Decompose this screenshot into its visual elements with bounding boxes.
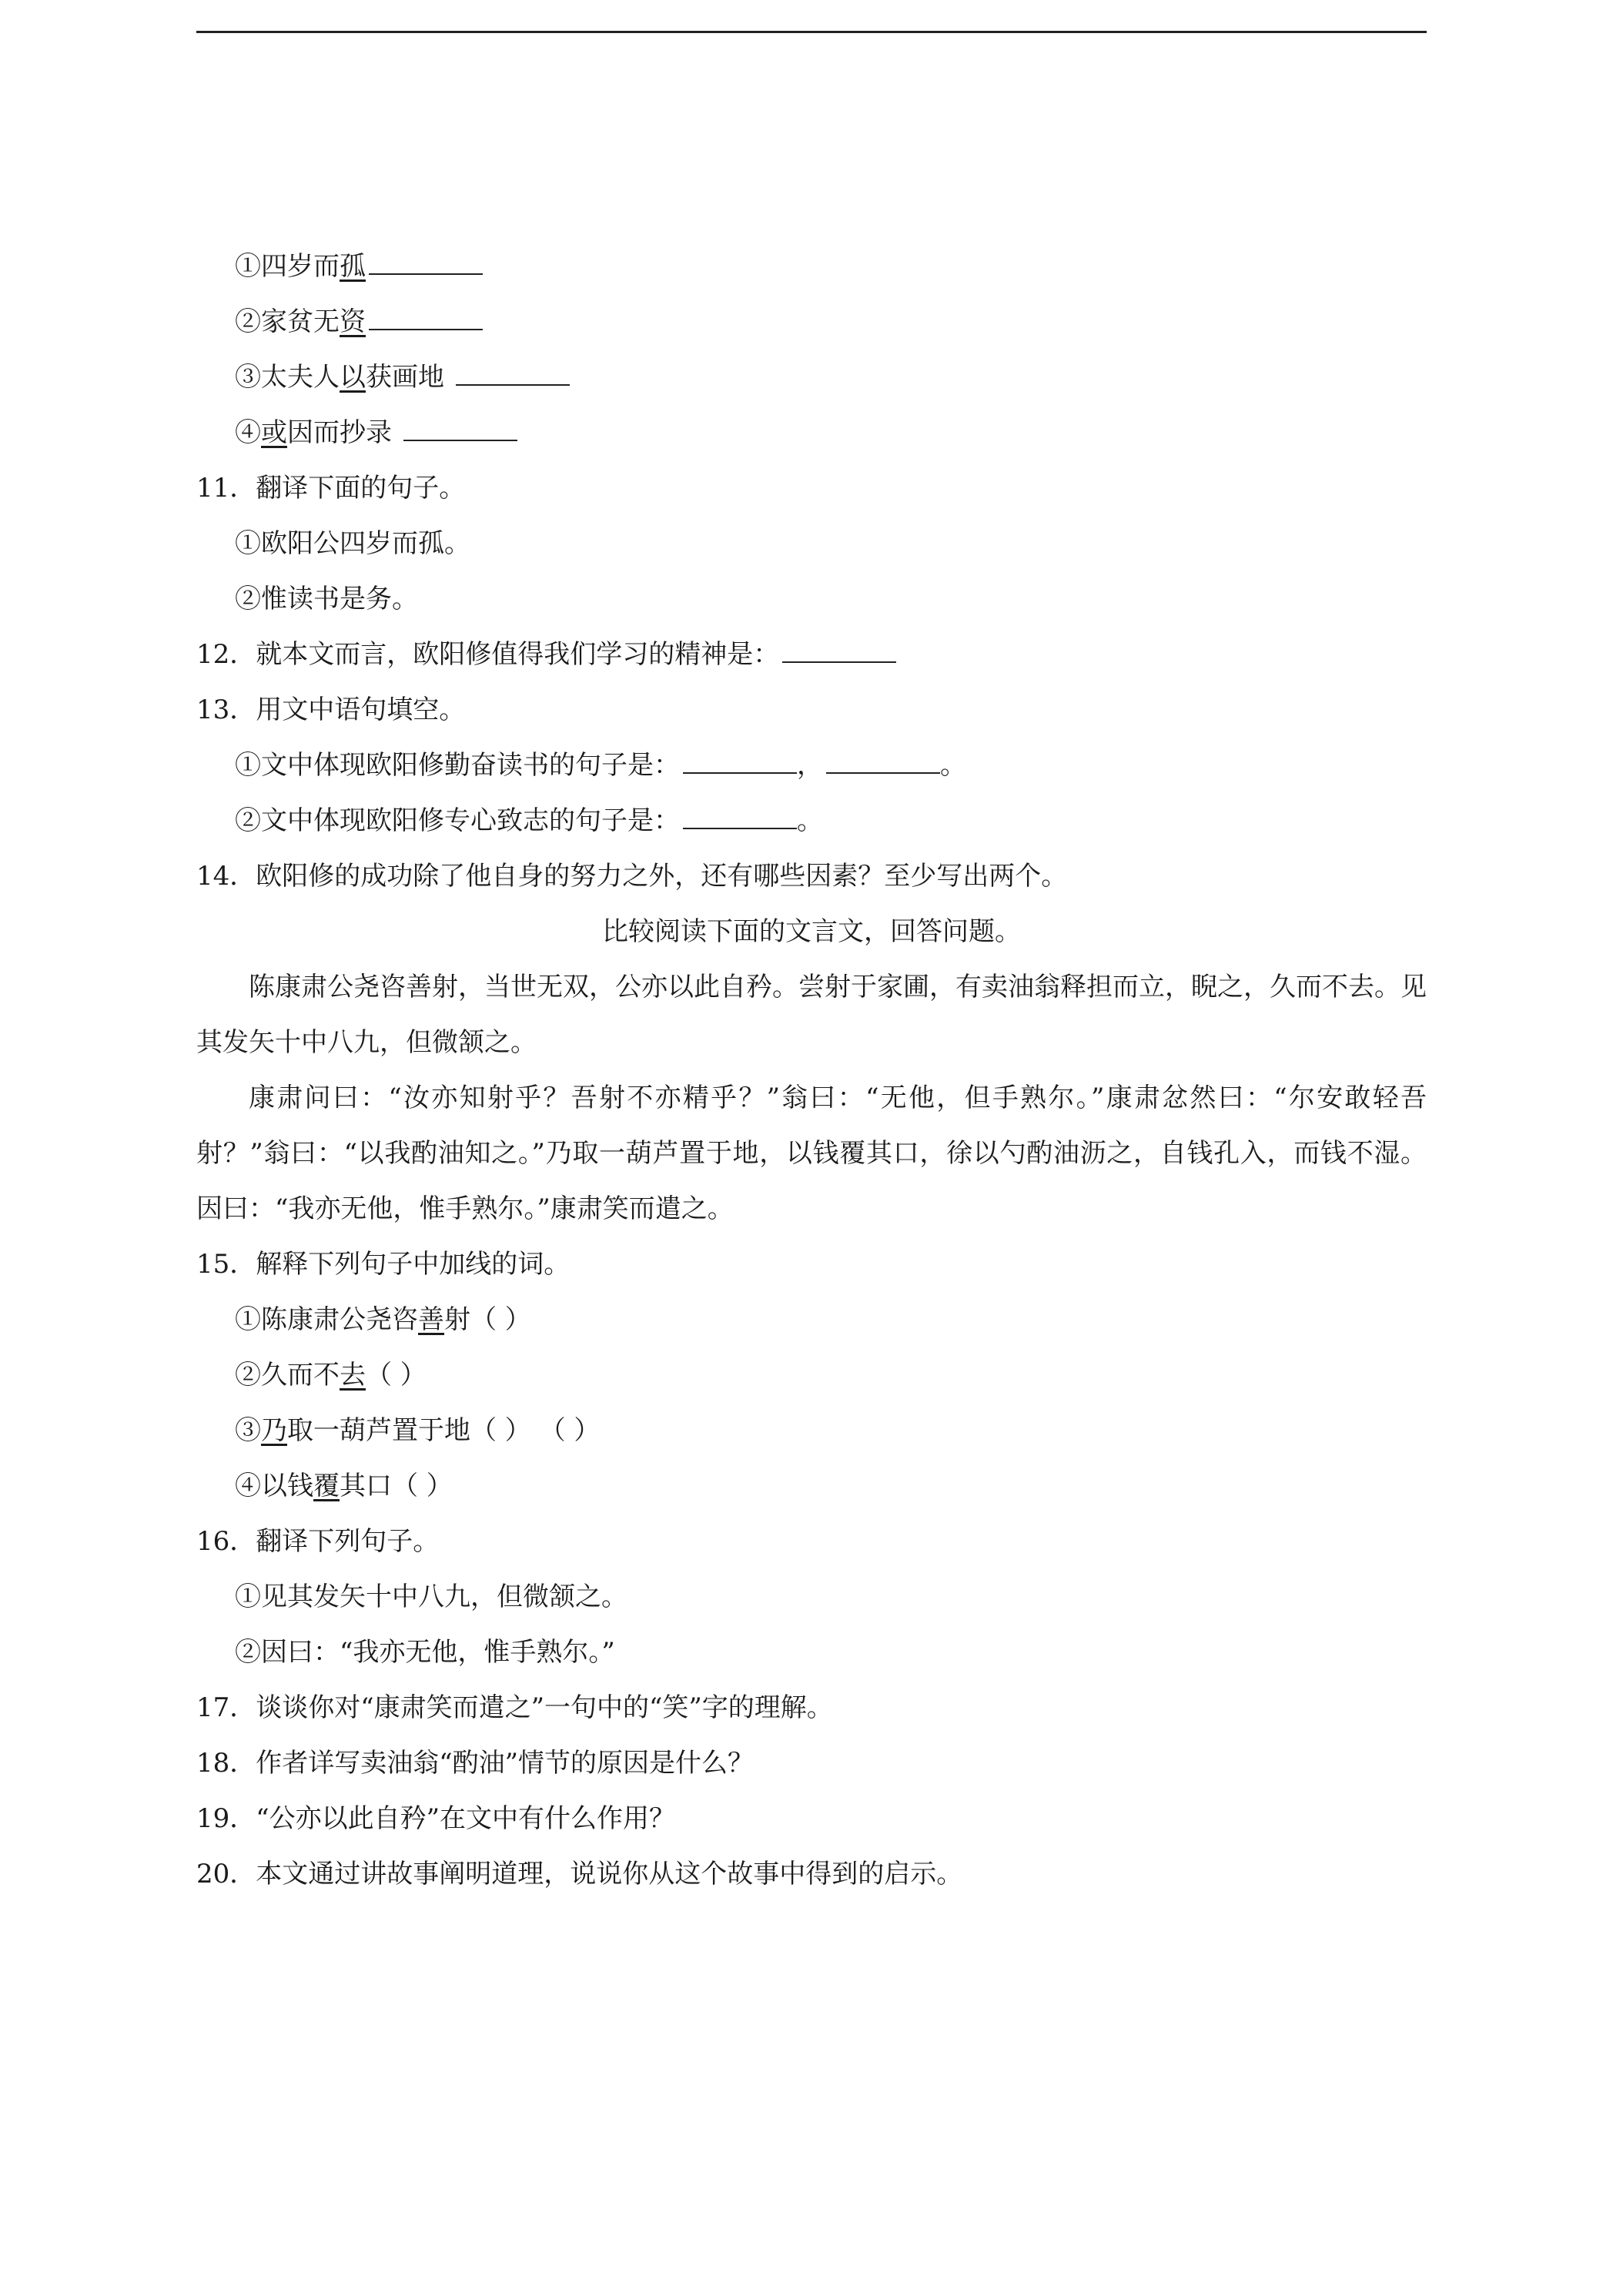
question-12 (196, 627, 1427, 682)
answer-blank[interactable] (683, 827, 797, 829)
answer-blank[interactable] (456, 383, 570, 386)
item-text: ③ (235, 1415, 261, 1446)
question-13-item-1 (196, 738, 1427, 793)
item-text: ④以钱 (235, 1471, 313, 1501)
passage-paragraph-2: 康肃问曰：“汝亦知射乎？吾射不亦精乎？”翁曰：“无他，但手熟尔。”康肃忿然曰：“尔安敢轻吾射？”翁曰：“以我酌油知之。”乃取一葫芦置于地，以钱覆其口，徐以勺酌油沥之，自钱孔入，而钱不湿。因曰：“我亦无他，惟手熟尔。”康肃笑而遣之。 (196, 1083, 1427, 1224)
question-15-title: 15．解释下列句子中加线的词。 (196, 1249, 571, 1280)
question-16-title: 16．翻译下列句子。 (196, 1526, 440, 1557)
underlined-word: 覆 (313, 1471, 340, 1501)
question-17: 17．谈谈你对“康肃笑而遣之”一句中的“笑”字的理解。 (196, 1692, 833, 1723)
vocab-item-text: 获画地 (366, 362, 453, 393)
question-20: 20．本文通过讲故事阐明道理，说说你从这个故事中得到的启示。 (196, 1859, 963, 1889)
underlined-word: 孤 (340, 251, 366, 282)
question-15-item-1 (196, 1292, 1427, 1347)
vocab-item-text: ①四岁而 (235, 251, 340, 282)
question-11-item-2: ②惟读书是务。 (235, 584, 418, 614)
vocab-item-4 (196, 405, 1427, 460)
question-19: 19．“公亦以此自矜”在文中有什么作用？ (196, 1803, 676, 1834)
question-14-title: 14．欧阳修的成功除了他自身的努力之外，还有哪些因素？至少写出两个。 (196, 861, 1068, 892)
question-13-title: 13．用文中语句填空。 (196, 694, 466, 725)
vocab-item-text: ④ (235, 417, 261, 448)
item-text: （ ） (366, 1360, 427, 1391)
underlined-word: 善 (418, 1304, 444, 1335)
answer-blank[interactable] (683, 771, 797, 774)
question-11-title: 11．翻译下面的句子。 (196, 473, 466, 504)
question-15-item-2 (196, 1347, 1427, 1403)
question-16-item-1: ①见其发矢十中八九，但微颔之。 (235, 1581, 627, 1612)
item-text: 射（ ） (444, 1304, 531, 1335)
header-rule (196, 31, 1427, 33)
vocab-item-2 (196, 294, 1427, 350)
answer-blank[interactable] (782, 661, 896, 663)
vocab-item-text: ③太夫人 (235, 362, 340, 393)
passage-paragraph-1: 陈康肃公尧咨善射，当世无双，公亦以此自矜。尝射于家圃，有卖油翁释担而立，睨之，久而不去。见其发矢十中八九，但微颔之。 (196, 972, 1427, 1058)
question-13-item-text: ①文中体现欧阳修勤奋读书的句子是： (235, 750, 680, 781)
vocab-item-text: ②家贫无 (235, 306, 340, 337)
item-text: 其口（ ） (340, 1471, 453, 1501)
punctuation: ， (797, 750, 823, 781)
vocab-item-3 (196, 350, 1427, 405)
underlined-word: 乃 (261, 1415, 287, 1446)
section-title: 比较阅读下面的文言文，回答问题。 (602, 916, 1021, 947)
item-text: ②久而不 (235, 1360, 340, 1391)
item-text: ①陈康肃公尧咨 (235, 1304, 418, 1335)
answer-blank[interactable] (369, 328, 483, 330)
question-18: 18．作者详写卖油翁“酌油”情节的原因是什么？ (196, 1748, 755, 1779)
question-15-item-4 (196, 1458, 1427, 1514)
underlined-word: 或 (261, 417, 287, 448)
answer-blank[interactable] (403, 439, 517, 441)
punctuation: 。 (940, 750, 966, 781)
underlined-word: 资 (340, 306, 366, 337)
question-16-item-2: ②因曰：“我亦无他，惟手熟尔。” (235, 1637, 615, 1668)
question-11-item-1: ①欧阳公四岁而孤。 (235, 528, 470, 559)
question-15-item-3 (196, 1403, 1427, 1458)
underlined-word: 去 (340, 1360, 366, 1391)
vocab-item-1 (196, 239, 1427, 294)
underlined-word: 以 (340, 362, 366, 393)
question-13-item-text: ②文中体现欧阳修专心致志的句子是： (235, 805, 680, 836)
document-body (196, 239, 1427, 1902)
answer-blank[interactable] (369, 273, 483, 275)
punctuation: 。 (797, 805, 823, 836)
question-13-item-2 (196, 793, 1427, 848)
vocab-item-text: 因而抄录 (287, 417, 400, 448)
question-12-title: 12．就本文而言，欧阳修值得我们学习的精神是： (196, 639, 780, 670)
item-text: 取一葫芦置于地（ ） （ ） (287, 1415, 601, 1446)
answer-blank[interactable] (826, 771, 940, 774)
